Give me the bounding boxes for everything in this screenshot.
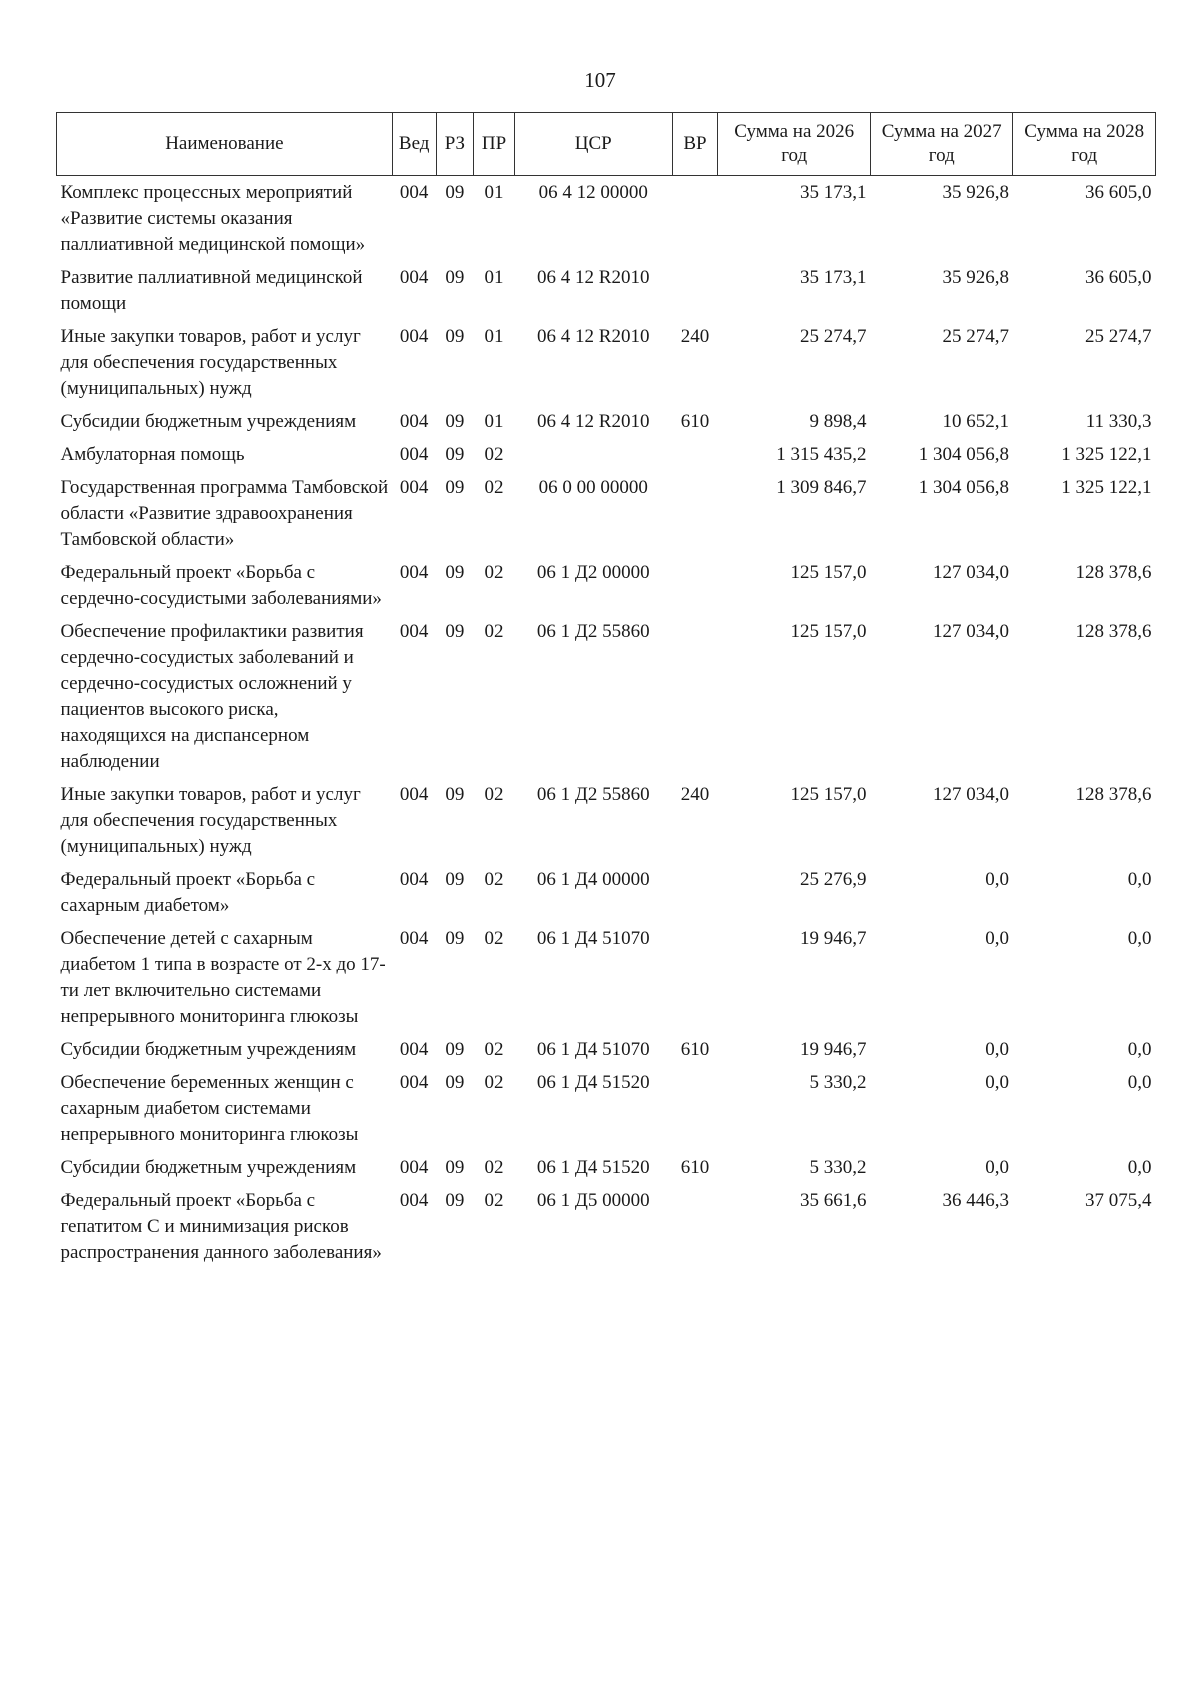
cell-sum-2026: 35 661,6 xyxy=(800,1190,867,1211)
cell-ved: 004 xyxy=(399,182,429,203)
header-csr: ЦСР xyxy=(514,113,672,176)
cell-sum-2026: 125 157,0 xyxy=(790,562,867,583)
cell-sum-2026: 125 157,0 xyxy=(790,784,867,805)
cell-sum-2026: 35 173,1 xyxy=(800,267,867,288)
cell-sum-2028: 1 325 122,1 xyxy=(1061,444,1152,465)
cell-csr: 06 4 12 00000 xyxy=(538,182,648,203)
cell-sum-2027: 1 304 056,8 xyxy=(918,477,1009,498)
cell-ved: 004 xyxy=(399,1072,429,1093)
cell-ved: 004 xyxy=(399,477,429,498)
table-row xyxy=(57,615,1156,778)
cell-rz: 09 xyxy=(445,182,465,203)
table-body xyxy=(57,176,1156,1270)
cell-sum-2027: 127 034,0 xyxy=(932,562,1009,583)
cell-sum-2026: 9 898,4 xyxy=(809,411,867,432)
cell-sum-2026: 1 315 435,2 xyxy=(776,444,867,465)
header-pr: ПР xyxy=(474,113,515,176)
cell-vr xyxy=(672,471,718,556)
cell-ved: 004 xyxy=(399,928,429,949)
header-name: Наименование xyxy=(57,113,393,176)
cell-rz: 09 xyxy=(445,1157,465,1178)
cell-sum-2026: 19 946,7 xyxy=(800,928,867,949)
cell-sum-2026: 35 173,1 xyxy=(800,182,867,203)
cell-csr: 06 4 12 R2010 xyxy=(537,411,650,432)
cell-sum-2028: 37 075,4 xyxy=(1085,1190,1152,1211)
cell-rz: 09 xyxy=(445,784,465,805)
cell-rz: 09 xyxy=(445,621,465,642)
cell-pr: 01 xyxy=(484,182,504,203)
cell-csr: 06 1 Д4 51520 xyxy=(536,1157,650,1178)
cell-name: Иные закупки товаров, работ и услуг для обеспечения государственных (муниципальных) нужд xyxy=(60,326,361,399)
cell-sum-2027: 35 926,8 xyxy=(942,267,1009,288)
header-ved: Вед xyxy=(392,113,436,176)
cell-vr: 610 xyxy=(680,1039,710,1060)
cell-name: Федеральный проект «Борьба с сердечно-сосудистыми заболеваниями» xyxy=(60,562,382,609)
cell-sum-2026: 25 276,9 xyxy=(800,869,867,890)
cell-pr: 02 xyxy=(484,1157,504,1178)
cell-pr: 02 xyxy=(484,869,504,890)
cell-ved: 004 xyxy=(399,784,429,805)
cell-csr: 06 1 Д2 00000 xyxy=(536,562,650,583)
cell-csr: 06 0 00 00000 xyxy=(538,477,648,498)
table-row xyxy=(57,1151,1156,1184)
cell-pr: 02 xyxy=(484,784,504,805)
cell-sum-2028: 36 605,0 xyxy=(1085,267,1152,288)
cell-sum-2028: 0,0 xyxy=(1127,869,1152,890)
header-vr: ВР xyxy=(672,113,718,176)
cell-ved: 004 xyxy=(399,267,429,288)
cell-ved: 004 xyxy=(399,444,429,465)
cell-sum-2028: 0,0 xyxy=(1127,1157,1152,1178)
cell-csr: 06 1 Д2 55860 xyxy=(536,621,650,642)
header-sum-2028: Сумма на 2028 год xyxy=(1013,113,1156,176)
table-row xyxy=(57,320,1156,405)
header-sum-2026: Сумма на 2026 год xyxy=(718,113,871,176)
cell-name: Обеспечение беременных женщин с сахарным диабетом системами непрерывного мониторинга глюкозы xyxy=(60,1072,359,1145)
cell-csr: 06 4 12 R2010 xyxy=(537,267,650,288)
cell-sum-2027: 0,0 xyxy=(985,1157,1009,1178)
cell-ved: 004 xyxy=(399,869,429,890)
table-row xyxy=(57,1184,1156,1269)
cell-sum-2027: 0,0 xyxy=(985,928,1009,949)
cell-rz: 09 xyxy=(445,928,465,949)
cell-csr: 06 4 12 R2010 xyxy=(537,326,650,347)
cell-pr: 02 xyxy=(484,1072,504,1093)
cell-sum-2028: 25 274,7 xyxy=(1085,326,1152,347)
cell-sum-2027: 36 446,3 xyxy=(942,1190,1009,1211)
table-row xyxy=(57,471,1156,556)
table-row xyxy=(57,176,1156,262)
cell-csr: 06 1 Д4 00000 xyxy=(536,869,650,890)
page-number: 107 xyxy=(584,68,616,92)
cell-ved: 004 xyxy=(399,621,429,642)
cell-sum-2027: 0,0 xyxy=(985,1072,1009,1093)
cell-vr xyxy=(672,261,718,320)
cell-name: Государственная программа Тамбовской области «Развитие здравоохранения Тамбовской области» xyxy=(60,477,389,550)
cell-vr: 240 xyxy=(680,784,710,805)
cell-sum-2027: 10 652,1 xyxy=(942,411,1009,432)
table-row xyxy=(57,863,1156,922)
table-row xyxy=(57,556,1156,615)
cell-sum-2028: 11 330,3 xyxy=(1085,411,1152,432)
cell-vr: 610 xyxy=(680,1157,710,1178)
cell-csr: 06 1 Д2 55860 xyxy=(536,784,650,805)
cell-vr xyxy=(672,615,718,778)
cell-name: Федеральный проект «Борьба с гепатитом С и минимизация рисков распространения данного заболевания» xyxy=(60,1190,382,1263)
cell-sum-2027: 127 034,0 xyxy=(932,784,1009,805)
cell-rz: 09 xyxy=(445,1190,465,1211)
cell-csr xyxy=(514,438,672,471)
budget-table xyxy=(56,112,1156,1269)
cell-rz: 09 xyxy=(445,444,465,465)
cell-sum-2027: 1 304 056,8 xyxy=(918,444,1009,465)
cell-vr xyxy=(672,1066,718,1151)
cell-name: Обеспечение детей с сахарным диабетом 1 типа в возрасте от 2-х до 17-ти лет включительно системами непрерывного мониторинга глюкозы xyxy=(60,928,386,1027)
cell-sum-2028: 36 605,0 xyxy=(1085,182,1152,203)
cell-sum-2027: 127 034,0 xyxy=(932,621,1009,642)
cell-pr: 02 xyxy=(484,1039,504,1060)
cell-sum-2028: 0,0 xyxy=(1127,1072,1152,1093)
cell-sum-2027: 0,0 xyxy=(985,1039,1009,1060)
cell-ved: 004 xyxy=(399,326,429,347)
cell-pr: 02 xyxy=(484,928,504,949)
table-row xyxy=(57,1033,1156,1066)
cell-sum-2028: 128 378,6 xyxy=(1075,621,1152,642)
cell-pr: 02 xyxy=(484,444,504,465)
cell-name: Субсидии бюджетным учреждениям xyxy=(60,411,357,432)
cell-pr: 01 xyxy=(484,267,504,288)
cell-ved: 004 xyxy=(399,1157,429,1178)
cell-sum-2026: 25 274,7 xyxy=(800,326,867,347)
cell-ved: 004 xyxy=(399,411,429,432)
cell-rz: 09 xyxy=(445,1072,465,1093)
cell-vr xyxy=(672,438,718,471)
cell-csr: 06 1 Д4 51520 xyxy=(536,1072,650,1093)
cell-sum-2028: 0,0 xyxy=(1127,928,1152,949)
cell-csr: 06 1 Д4 51070 xyxy=(536,1039,650,1060)
cell-pr: 02 xyxy=(484,477,504,498)
header-rz: РЗ xyxy=(436,113,474,176)
cell-name: Федеральный проект «Борьба с сахарным диабетом» xyxy=(60,869,316,916)
cell-name: Амбулаторная помощь xyxy=(60,444,245,465)
cell-vr xyxy=(672,556,718,615)
cell-rz: 09 xyxy=(445,411,465,432)
cell-rz: 09 xyxy=(445,267,465,288)
cell-csr: 06 1 Д5 00000 xyxy=(536,1190,650,1211)
cell-sum-2027: 35 926,8 xyxy=(942,182,1009,203)
cell-rz: 09 xyxy=(445,562,465,583)
table-row xyxy=(57,438,1156,471)
cell-name: Обеспечение профилактики развития сердечно-сосудистых заболеваний и сердечно-сосудистых осложнений у пациентов высокого риска, находящихся на диспансерном наблюдении xyxy=(60,621,364,772)
cell-sum-2026: 5 330,2 xyxy=(809,1157,867,1178)
cell-sum-2028: 128 378,6 xyxy=(1075,784,1152,805)
cell-rz: 09 xyxy=(445,1039,465,1060)
cell-name: Развитие паллиативной медицинской помощи xyxy=(60,267,363,314)
cell-ved: 004 xyxy=(399,1039,429,1060)
cell-sum-2028: 0,0 xyxy=(1127,1039,1152,1060)
cell-pr: 02 xyxy=(484,1190,504,1211)
cell-ved: 004 xyxy=(399,562,429,583)
cell-csr: 06 1 Д4 51070 xyxy=(536,928,650,949)
cell-rz: 09 xyxy=(445,869,465,890)
table-row xyxy=(57,778,1156,863)
cell-sum-2027: 0,0 xyxy=(985,869,1009,890)
header-sum-2027: Сумма на 2027 год xyxy=(871,113,1013,176)
cell-vr: 240 xyxy=(680,326,710,347)
cell-pr: 01 xyxy=(484,326,504,347)
cell-vr xyxy=(672,922,718,1033)
cell-name: Субсидии бюджетным учреждениям xyxy=(60,1039,357,1060)
cell-sum-2028: 128 378,6 xyxy=(1075,562,1152,583)
cell-rz: 09 xyxy=(445,477,465,498)
cell-pr: 01 xyxy=(484,411,504,432)
cell-rz: 09 xyxy=(445,326,465,347)
cell-pr: 02 xyxy=(484,562,504,583)
cell-name: Иные закупки товаров, работ и услуг для обеспечения государственных (муниципальных) нужд xyxy=(60,784,361,857)
cell-ved: 004 xyxy=(399,1190,429,1211)
table-header xyxy=(57,113,1156,176)
cell-pr: 02 xyxy=(484,621,504,642)
cell-sum-2026: 125 157,0 xyxy=(790,621,867,642)
cell-vr xyxy=(672,176,718,262)
cell-name: Субсидии бюджетным учреждениям xyxy=(60,1157,357,1178)
table-row xyxy=(57,1066,1156,1151)
cell-sum-2026: 19 946,7 xyxy=(800,1039,867,1060)
cell-name: Комплекс процессных мероприятий «Развитие системы оказания паллиативной медицинской помощи» xyxy=(60,182,366,255)
cell-vr xyxy=(672,1184,718,1269)
table-row xyxy=(57,405,1156,438)
table-row xyxy=(57,261,1156,320)
cell-sum-2026: 1 309 846,7 xyxy=(776,477,867,498)
table-row xyxy=(57,922,1156,1033)
cell-sum-2027: 25 274,7 xyxy=(942,326,1009,347)
cell-sum-2026: 5 330,2 xyxy=(809,1072,867,1093)
cell-sum-2028: 1 325 122,1 xyxy=(1061,477,1152,498)
cell-vr xyxy=(672,863,718,922)
cell-vr: 610 xyxy=(680,411,710,432)
